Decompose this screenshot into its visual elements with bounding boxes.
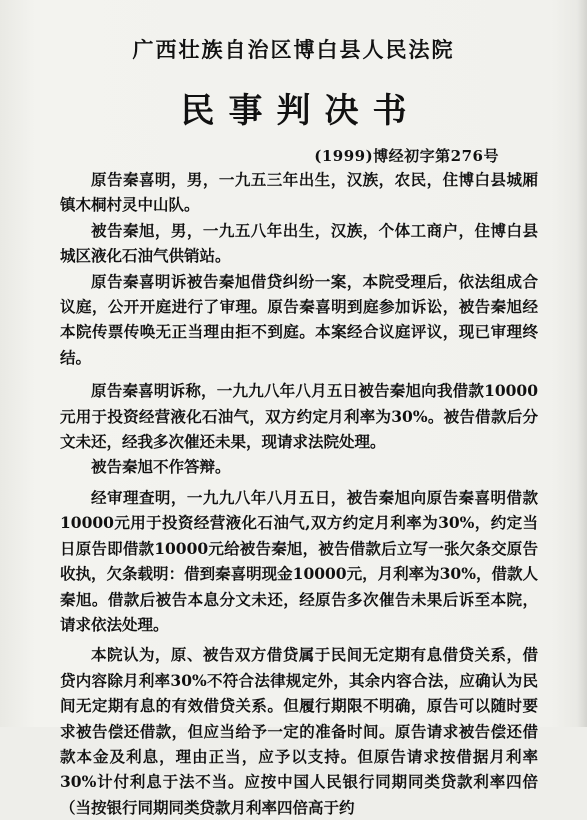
document-title: 民事判决书 — [180, 91, 421, 131]
paragraph-findings: 经审理查明，一九九八年八月五日，被告秦旭向原告秦喜明借款10000元用于投资经营液化石油气,双方约定月利率为30%，约定当日原告即借款10000元给被告秦旭，被告借款后立写一张欠条交原告收执，欠条载明：借到秦喜明现金10000元，月利率为30%，借款人秦旭。借款后被告本息分文未还，经原告多次催告未果后诉至本院，请求依法处理。 — [60, 487, 538, 634]
paragraph-court-opinion: 本院认为，原、被告双方借贷属于民间无定期有息借贷关系，借贷内容除月利率30%不符合法律规定外，其余内容合法，应确认为民间无定期有息的有效借贷关系。但履行期限不明确，原告可以随时要求被告偿还借款，但应当给予一定的准备时间。原告请求被告偿还借款本金及利息，理由正当，应予以支持。但原告请求按借据月利率30%计付利息于法不当。应按中国人民银行同期同类贷款利率四倍（当按银行同期同类贷款月利率四倍高于约 — [60, 645, 538, 817]
scan-edge-shadow — [577, 0, 587, 727]
paragraph-defendant: 被告秦旭，男，一九五八年出生，汉族，个体工商户，住博白县城区液化石油气供销站。 — [60, 220, 538, 266]
paragraph-procedure: 原告秦喜明诉被告秦旭借贷纠纷一案，本院受理后，依法组成合议庭，公开开庭进行了审理。原告秦喜明到庭参加诉讼，被告秦旭经本院传票传唤无正当理由拒不到庭。本案经合议庭评议，现已审理终结。 — [60, 271, 538, 367]
paragraph-defendant-reply: 被告秦旭不作答辩。 — [91, 457, 231, 477]
judgment-body — [60, 167, 538, 820]
paragraph-plaintiff: 原告秦喜明，男，一九五三年出生，汉族，农民，住博白县城厢镇木桐村灵中山队。 — [60, 170, 538, 215]
paragraph-plaintiff-claim: 原告秦喜明诉称，一九九八年八月五日被告秦旭向我借款10000元用于投资经营液化石油气，双方约定月利率为30%。被告借款后分文未还，经我多次催还未果，现请求法院处理。 — [60, 381, 538, 452]
case-number: (1999)博经初字第276号 — [314, 147, 499, 165]
court-name: 广西壮族自治区博白县人民法院 — [132, 37, 455, 62]
